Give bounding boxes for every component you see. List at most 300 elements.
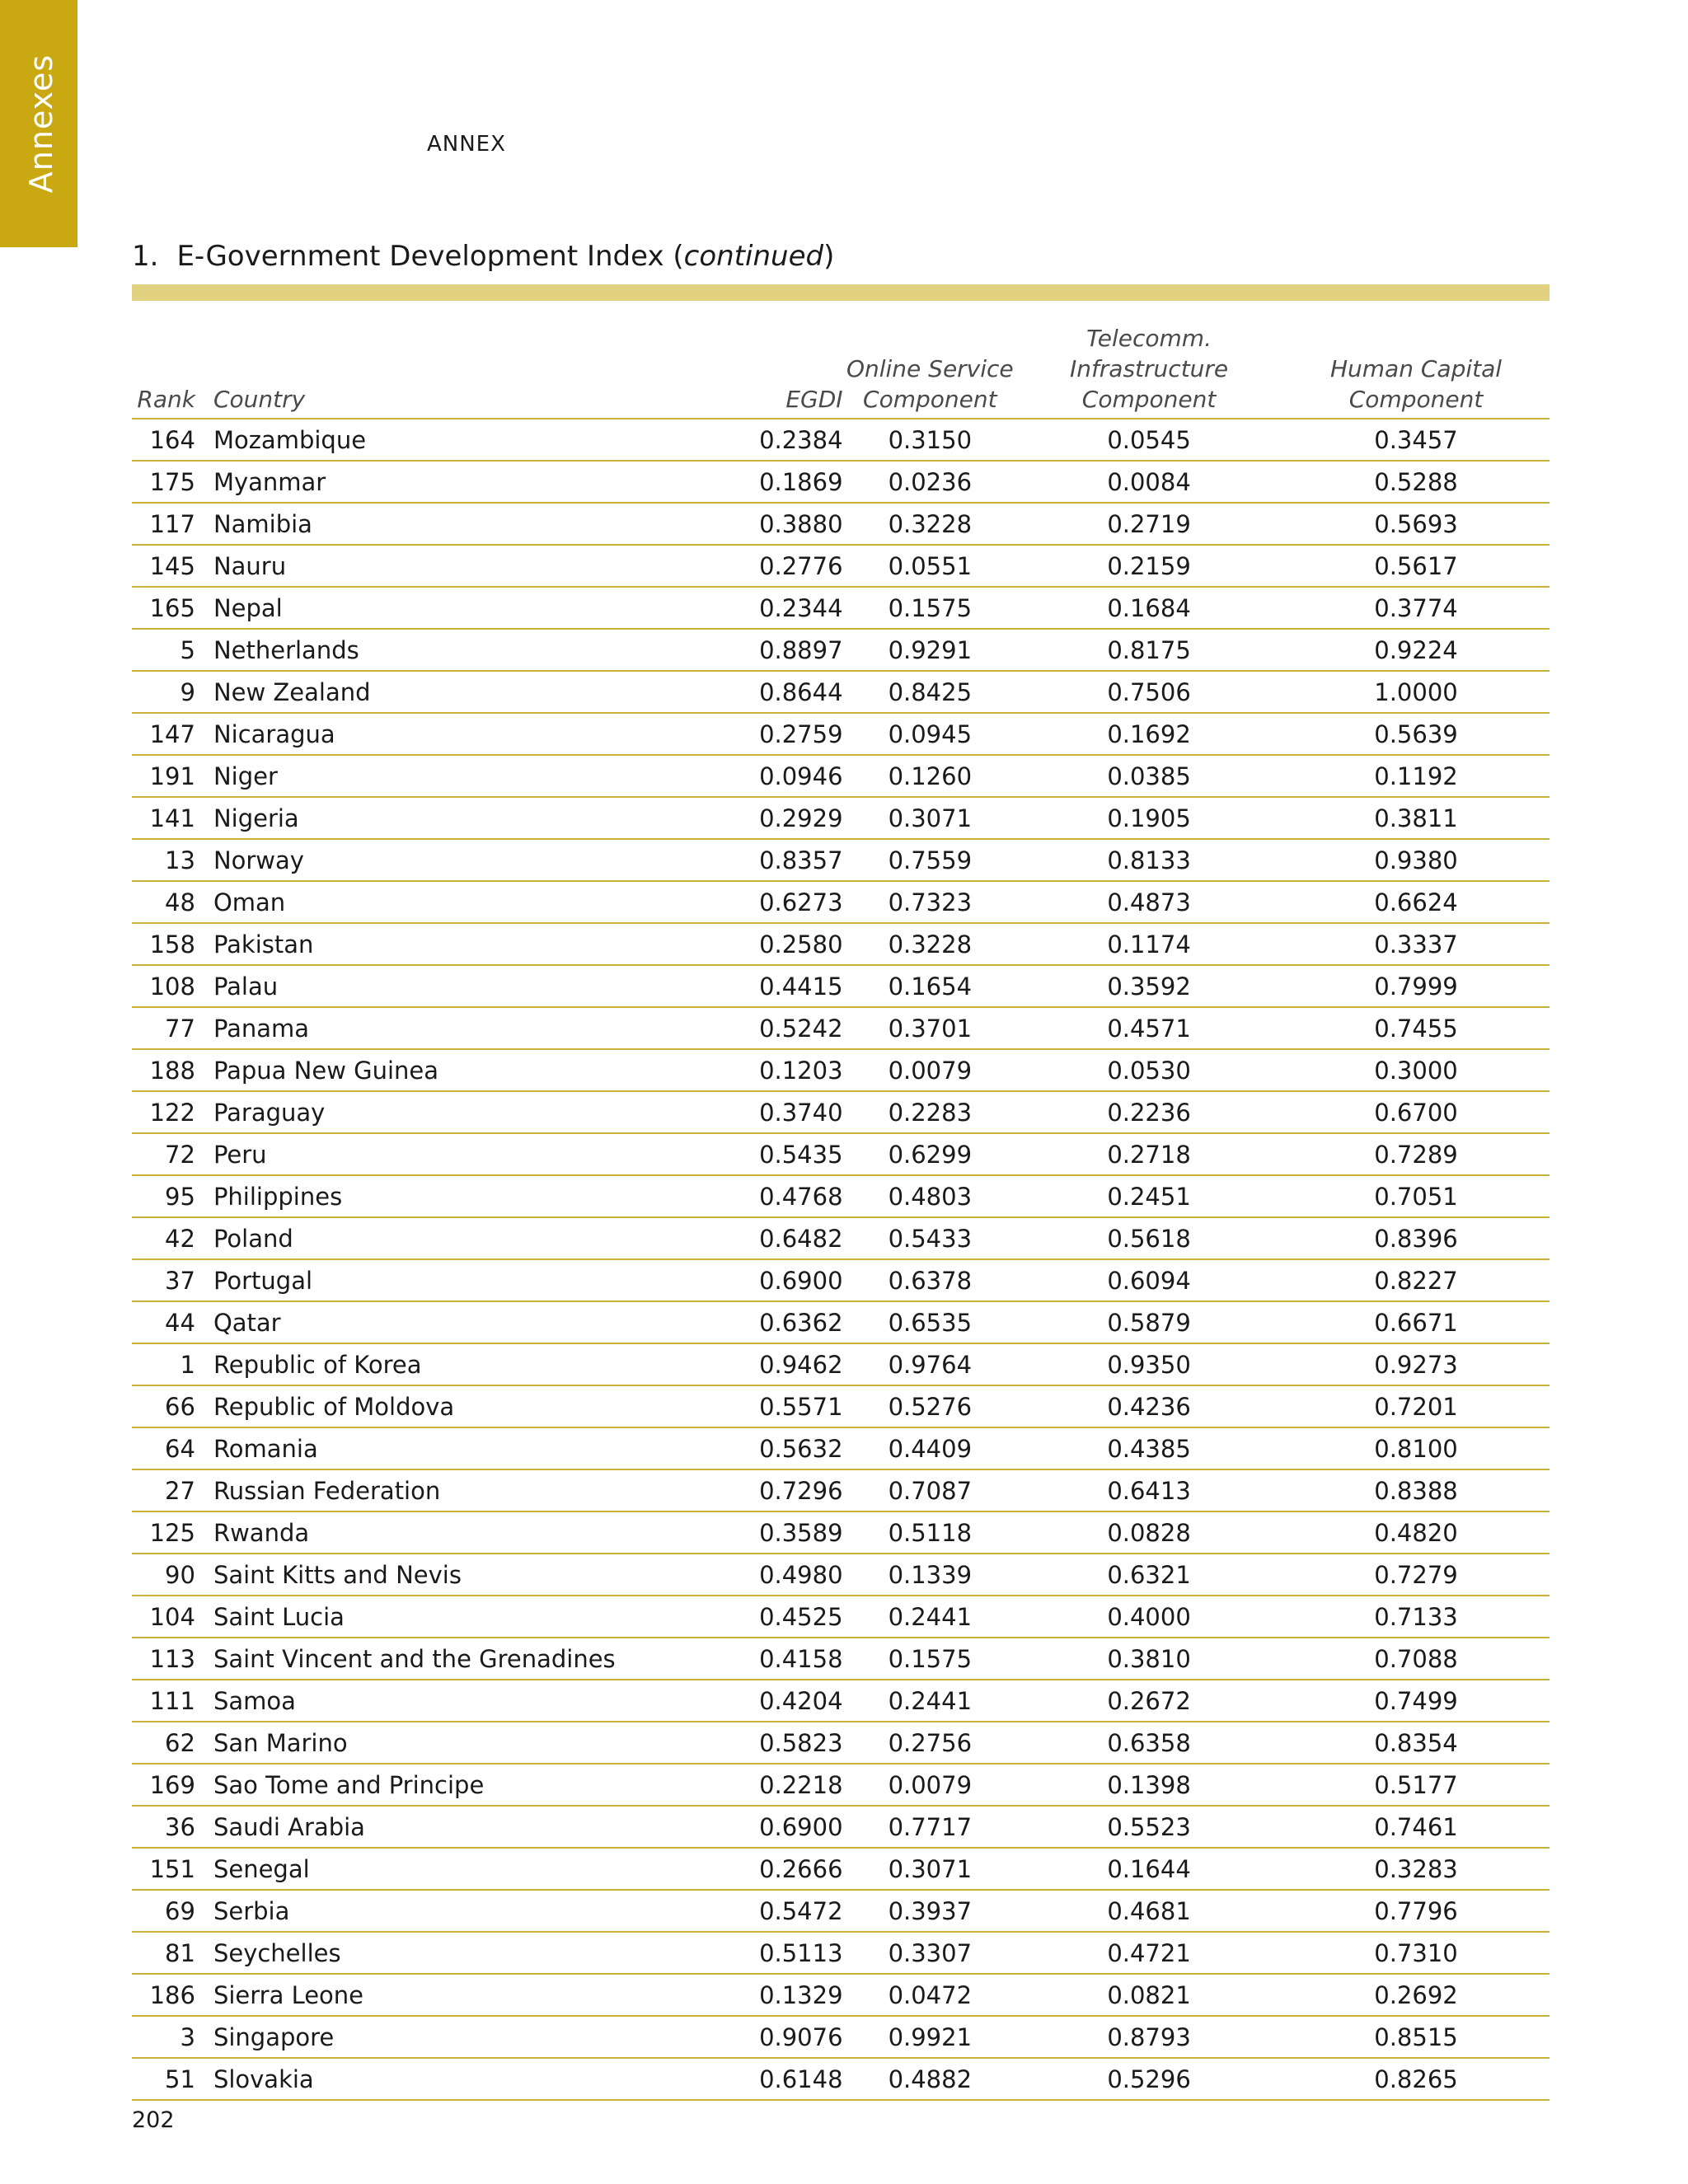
- egdi-cell: 0.4525: [669, 1596, 845, 1638]
- country-cell: Niger: [195, 755, 669, 797]
- rank-cell: 122: [132, 1091, 195, 1133]
- section-title: [132, 240, 834, 273]
- table-row: [132, 545, 1550, 587]
- table-row: [132, 1680, 1550, 1722]
- online-service-cell: 0.3228: [845, 503, 1016, 545]
- egdi-table: [132, 323, 1550, 2101]
- telecom-cell: 0.0821: [1015, 1974, 1282, 2016]
- country-cell: Nicaragua: [195, 713, 669, 755]
- table-row: [132, 503, 1550, 545]
- country-cell: Nepal: [195, 587, 669, 629]
- country-cell: Saint Lucia: [195, 1596, 669, 1638]
- country-cell: Norway: [195, 839, 669, 881]
- egdi-cell: 0.2759: [669, 713, 845, 755]
- human-capital-cell: 0.9273: [1282, 1343, 1550, 1385]
- rank-cell: 66: [132, 1385, 195, 1427]
- table-row: [132, 587, 1550, 629]
- online-service-cell: 0.3071: [845, 1848, 1016, 1890]
- table-row: [132, 1596, 1550, 1638]
- human-capital-cell: 0.5177: [1282, 1764, 1550, 1806]
- country-cell: San Marino: [195, 1722, 669, 1764]
- online-service-cell: 0.1575: [845, 1638, 1016, 1680]
- country-cell: Pakistan: [195, 923, 669, 965]
- country-cell: Panama: [195, 1007, 669, 1049]
- human-capital-cell: 0.6671: [1282, 1301, 1550, 1343]
- table-row: [132, 1469, 1550, 1511]
- egdi-cell: 0.2929: [669, 797, 845, 839]
- table-row: [132, 1974, 1550, 2016]
- online-service-cell: 0.0945: [845, 713, 1016, 755]
- human-capital-cell: 0.3774: [1282, 587, 1550, 629]
- country-cell: Romania: [195, 1427, 669, 1469]
- rank-cell: 51: [132, 2058, 195, 2100]
- telecom-cell: 0.5296: [1015, 2058, 1282, 2100]
- table-row: [132, 1764, 1550, 1806]
- egdi-cell: 0.1203: [669, 1049, 845, 1091]
- country-cell: Myanmar: [195, 461, 669, 503]
- country-cell: Mozambique: [195, 419, 669, 461]
- online-service-cell: 0.8425: [845, 671, 1016, 713]
- table-row: [132, 461, 1550, 503]
- table-row: [132, 1638, 1550, 1680]
- rank-cell: 141: [132, 797, 195, 839]
- rank-cell: 111: [132, 1680, 195, 1722]
- rank-cell: 37: [132, 1259, 195, 1301]
- country-cell: Saint Vincent and the Grenadines: [195, 1638, 669, 1680]
- country-cell: Russian Federation: [195, 1469, 669, 1511]
- rank-cell: 165: [132, 587, 195, 629]
- running-header: ANNEX: [427, 132, 506, 157]
- telecom-cell: 0.5523: [1015, 1806, 1282, 1848]
- online-service-cell: 0.0551: [845, 545, 1016, 587]
- human-capital-cell: 0.7455: [1282, 1007, 1550, 1049]
- header-telecom-line1: Telecomm. Infrastructure: [1069, 325, 1229, 382]
- telecom-cell: 0.8175: [1015, 629, 1282, 671]
- egdi-cell: 0.0946: [669, 755, 845, 797]
- egdi-cell: 0.6900: [669, 1806, 845, 1848]
- human-capital-cell: 0.3283: [1282, 1848, 1550, 1890]
- section-title-end: ): [823, 240, 835, 273]
- online-service-cell: 0.2441: [845, 1596, 1016, 1638]
- human-capital-cell: 1.0000: [1282, 671, 1550, 713]
- human-capital-cell: 0.8515: [1282, 2016, 1550, 2058]
- egdi-cell: 0.8357: [669, 839, 845, 881]
- egdi-cell: 0.5632: [669, 1427, 845, 1469]
- human-capital-cell: 0.3811: [1282, 797, 1550, 839]
- header-human-capital-line2: Component: [1348, 386, 1484, 413]
- telecom-cell: 0.1644: [1015, 1848, 1282, 1890]
- telecom-cell: 0.4721: [1015, 1932, 1282, 1974]
- rank-cell: 77: [132, 1007, 195, 1049]
- country-cell: Nigeria: [195, 797, 669, 839]
- side-tab-label: Annexes: [23, 54, 59, 194]
- human-capital-cell: 0.7133: [1282, 1596, 1550, 1638]
- egdi-cell: 0.6362: [669, 1301, 845, 1343]
- table-row: [132, 1890, 1550, 1932]
- table-row: [132, 1848, 1550, 1890]
- rank-cell: 3: [132, 2016, 195, 2058]
- telecom-cell: 0.8793: [1015, 2016, 1282, 2058]
- rank-cell: 104: [132, 1596, 195, 1638]
- header-online-service-line1: Online Service: [846, 355, 1014, 382]
- human-capital-cell: 0.6624: [1282, 881, 1550, 923]
- human-capital-cell: 0.6700: [1282, 1091, 1550, 1133]
- telecom-cell: 0.3592: [1015, 965, 1282, 1007]
- online-service-cell: 0.9921: [845, 2016, 1016, 2058]
- online-service-cell: 0.2441: [845, 1680, 1016, 1722]
- title-divider-bar: [132, 284, 1550, 301]
- egdi-cell: 0.5472: [669, 1890, 845, 1932]
- online-service-cell: 0.3071: [845, 797, 1016, 839]
- header-online-service-line2: Component: [863, 386, 997, 413]
- human-capital-cell: 0.8265: [1282, 2058, 1550, 2100]
- online-service-cell: 0.3701: [845, 1007, 1016, 1049]
- online-service-cell: 0.3150: [845, 419, 1016, 461]
- telecom-cell: 0.1174: [1015, 923, 1282, 965]
- egdi-cell: 0.3740: [669, 1091, 845, 1133]
- country-cell: Philippines: [195, 1175, 669, 1217]
- telecom-cell: 0.8133: [1015, 839, 1282, 881]
- country-cell: New Zealand: [195, 671, 669, 713]
- telecom-cell: 0.4681: [1015, 1890, 1282, 1932]
- human-capital-cell: 0.8388: [1282, 1469, 1550, 1511]
- telecom-cell: 0.0545: [1015, 419, 1282, 461]
- online-service-cell: 0.0079: [845, 1049, 1016, 1091]
- telecom-cell: 0.5618: [1015, 1217, 1282, 1259]
- egdi-cell: 0.6482: [669, 1217, 845, 1259]
- online-service-cell: 0.6299: [845, 1133, 1016, 1175]
- rank-cell: 62: [132, 1722, 195, 1764]
- table-row: [132, 1385, 1550, 1427]
- telecom-cell: 0.1692: [1015, 713, 1282, 755]
- online-service-cell: 0.7559: [845, 839, 1016, 881]
- online-service-cell: 0.6535: [845, 1301, 1016, 1343]
- table-row: [132, 419, 1550, 461]
- telecom-cell: 0.2719: [1015, 503, 1282, 545]
- country-cell: Singapore: [195, 2016, 669, 2058]
- telecom-cell: 0.2159: [1015, 545, 1282, 587]
- human-capital-cell: 0.7499: [1282, 1680, 1550, 1722]
- country-cell: Papua New Guinea: [195, 1049, 669, 1091]
- header-human-capital-line1: Human Capital: [1329, 355, 1503, 382]
- egdi-cell: 0.5113: [669, 1932, 845, 1974]
- human-capital-cell: 0.7088: [1282, 1638, 1550, 1680]
- telecom-cell: 0.4236: [1015, 1385, 1282, 1427]
- telecom-cell: 0.2236: [1015, 1091, 1282, 1133]
- online-service-cell: 0.1260: [845, 755, 1016, 797]
- header-online-service: [845, 323, 1016, 419]
- telecom-cell: 0.1398: [1015, 1764, 1282, 1806]
- table-row: [132, 839, 1550, 881]
- rank-cell: 42: [132, 1217, 195, 1259]
- rank-cell: 69: [132, 1890, 195, 1932]
- side-tab: [0, 0, 77, 247]
- human-capital-cell: 0.7796: [1282, 1890, 1550, 1932]
- telecom-cell: 0.2451: [1015, 1175, 1282, 1217]
- table-row: [132, 1301, 1550, 1343]
- table-row: [132, 629, 1550, 671]
- online-service-cell: 0.3228: [845, 923, 1016, 965]
- human-capital-cell: 0.7461: [1282, 1806, 1550, 1848]
- egdi-cell: 0.8644: [669, 671, 845, 713]
- online-service-cell: 0.7717: [845, 1806, 1016, 1848]
- telecom-cell: 0.2718: [1015, 1133, 1282, 1175]
- online-service-cell: 0.7087: [845, 1469, 1016, 1511]
- egdi-cell: 0.3880: [669, 503, 845, 545]
- table-row: [132, 1217, 1550, 1259]
- rank-cell: 95: [132, 1175, 195, 1217]
- online-service-cell: 0.4803: [845, 1175, 1016, 1217]
- rank-cell: 191: [132, 755, 195, 797]
- human-capital-cell: 0.5288: [1282, 461, 1550, 503]
- telecom-cell: 0.1905: [1015, 797, 1282, 839]
- country-cell: Palau: [195, 965, 669, 1007]
- telecom-cell: 0.2672: [1015, 1680, 1282, 1722]
- online-service-cell: 0.4409: [845, 1427, 1016, 1469]
- country-cell: Paraguay: [195, 1091, 669, 1133]
- online-service-cell: 0.2283: [845, 1091, 1016, 1133]
- rank-cell: 188: [132, 1049, 195, 1091]
- rank-cell: 117: [132, 503, 195, 545]
- human-capital-cell: 0.8100: [1282, 1427, 1550, 1469]
- table-row: [132, 1259, 1550, 1301]
- egdi-cell: 0.4415: [669, 965, 845, 1007]
- human-capital-cell: 0.8354: [1282, 1722, 1550, 1764]
- human-capital-cell: 0.7999: [1282, 965, 1550, 1007]
- online-service-cell: 0.3937: [845, 1890, 1016, 1932]
- telecom-cell: 0.0084: [1015, 461, 1282, 503]
- egdi-cell: 0.4158: [669, 1638, 845, 1680]
- table-row: [132, 965, 1550, 1007]
- table-row: [132, 1427, 1550, 1469]
- egdi-cell: 0.1869: [669, 461, 845, 503]
- human-capital-cell: 0.9224: [1282, 629, 1550, 671]
- rank-cell: 147: [132, 713, 195, 755]
- country-cell: Netherlands: [195, 629, 669, 671]
- country-cell: Saudi Arabia: [195, 1806, 669, 1848]
- egdi-cell: 0.5242: [669, 1007, 845, 1049]
- rank-cell: 1: [132, 1343, 195, 1385]
- human-capital-cell: 0.8227: [1282, 1259, 1550, 1301]
- egdi-cell: 0.9462: [669, 1343, 845, 1385]
- table-row: [132, 1007, 1550, 1049]
- egdi-cell: 0.3589: [669, 1511, 845, 1554]
- egdi-cell: 0.6900: [669, 1259, 845, 1301]
- human-capital-cell: 0.3337: [1282, 923, 1550, 965]
- human-capital-cell: 0.7279: [1282, 1554, 1550, 1596]
- online-service-cell: 0.9291: [845, 629, 1016, 671]
- rank-cell: 186: [132, 1974, 195, 2016]
- telecom-cell: 0.4873: [1015, 881, 1282, 923]
- human-capital-cell: 0.1192: [1282, 755, 1550, 797]
- table-row: [132, 755, 1550, 797]
- rank-cell: 81: [132, 1932, 195, 1974]
- country-cell: Samoa: [195, 1680, 669, 1722]
- section-title-main: E-Government Development Index (: [176, 240, 684, 273]
- online-service-cell: 0.7323: [845, 881, 1016, 923]
- rank-cell: 9: [132, 671, 195, 713]
- country-cell: Republic of Korea: [195, 1343, 669, 1385]
- online-service-cell: 0.6378: [845, 1259, 1016, 1301]
- human-capital-cell: 0.5693: [1282, 503, 1550, 545]
- telecom-cell: 0.6358: [1015, 1722, 1282, 1764]
- egdi-cell: 0.2580: [669, 923, 845, 965]
- telecom-cell: 0.1684: [1015, 587, 1282, 629]
- human-capital-cell: 0.7201: [1282, 1385, 1550, 1427]
- human-capital-cell: 0.9380: [1282, 839, 1550, 881]
- table-row: [132, 1932, 1550, 1974]
- rank-cell: 169: [132, 1764, 195, 1806]
- online-service-cell: 0.5433: [845, 1217, 1016, 1259]
- rank-cell: 145: [132, 545, 195, 587]
- rank-cell: 44: [132, 1301, 195, 1343]
- table-header-row: [132, 323, 1550, 419]
- telecom-cell: 0.4000: [1015, 1596, 1282, 1638]
- rank-cell: 72: [132, 1133, 195, 1175]
- country-cell: Seychelles: [195, 1932, 669, 1974]
- rank-cell: 36: [132, 1806, 195, 1848]
- table-row: [132, 671, 1550, 713]
- human-capital-cell: 0.2692: [1282, 1974, 1550, 2016]
- table-row: [132, 1091, 1550, 1133]
- egdi-cell: 0.4980: [669, 1554, 845, 1596]
- telecom-cell: 0.0530: [1015, 1049, 1282, 1091]
- rank-cell: 13: [132, 839, 195, 881]
- country-cell: Nauru: [195, 545, 669, 587]
- rank-cell: 113: [132, 1638, 195, 1680]
- egdi-cell: 0.9076: [669, 2016, 845, 2058]
- human-capital-cell: 0.7310: [1282, 1932, 1550, 1974]
- telecom-cell: 0.9350: [1015, 1343, 1282, 1385]
- header-human-capital: [1282, 323, 1550, 419]
- telecom-cell: 0.3810: [1015, 1638, 1282, 1680]
- section-title-italic: continued: [683, 240, 824, 273]
- egdi-cell: 0.6148: [669, 2058, 845, 2100]
- rank-cell: 5: [132, 629, 195, 671]
- country-cell: Serbia: [195, 1890, 669, 1932]
- table-row: [132, 1175, 1550, 1217]
- rank-cell: 175: [132, 461, 195, 503]
- egdi-cell: 0.5823: [669, 1722, 845, 1764]
- header-egdi: EGDI: [669, 323, 845, 419]
- table-row: [132, 1511, 1550, 1554]
- human-capital-cell: 0.7289: [1282, 1133, 1550, 1175]
- human-capital-cell: 0.5617: [1282, 545, 1550, 587]
- country-cell: Saint Kitts and Nevis: [195, 1554, 669, 1596]
- table-row: [132, 2058, 1550, 2100]
- egdi-cell: 0.5435: [669, 1133, 845, 1175]
- country-cell: Qatar: [195, 1301, 669, 1343]
- human-capital-cell: 0.7051: [1282, 1175, 1550, 1217]
- country-cell: Namibia: [195, 503, 669, 545]
- egdi-cell: 0.2776: [669, 545, 845, 587]
- country-cell: Peru: [195, 1133, 669, 1175]
- online-service-cell: 0.1575: [845, 587, 1016, 629]
- table-row: [132, 1554, 1550, 1596]
- human-capital-cell: 0.3457: [1282, 419, 1550, 461]
- telecom-cell: 0.7506: [1015, 671, 1282, 713]
- page-number: 202: [132, 2107, 175, 2133]
- country-cell: Republic of Moldova: [195, 1385, 669, 1427]
- telecom-cell: 0.5879: [1015, 1301, 1282, 1343]
- table-row: [132, 713, 1550, 755]
- country-cell: Rwanda: [195, 1511, 669, 1554]
- header-country: Country: [195, 323, 669, 419]
- online-service-cell: 0.1654: [845, 965, 1016, 1007]
- telecom-cell: 0.0385: [1015, 755, 1282, 797]
- country-cell: Slovakia: [195, 2058, 669, 2100]
- egdi-cell: 0.8897: [669, 629, 845, 671]
- online-service-cell: 0.4882: [845, 2058, 1016, 2100]
- online-service-cell: 0.5118: [845, 1511, 1016, 1554]
- online-service-cell: 0.2756: [845, 1722, 1016, 1764]
- rank-cell: 151: [132, 1848, 195, 1890]
- rank-cell: 158: [132, 923, 195, 965]
- table-row: [132, 2016, 1550, 2058]
- rank-cell: 90: [132, 1554, 195, 1596]
- rank-cell: 125: [132, 1511, 195, 1554]
- country-cell: Sao Tome and Principe: [195, 1764, 669, 1806]
- egdi-cell: 0.2666: [669, 1848, 845, 1890]
- country-cell: Oman: [195, 881, 669, 923]
- egdi-cell: 0.4768: [669, 1175, 845, 1217]
- table-row: [132, 1806, 1550, 1848]
- human-capital-cell: 0.5639: [1282, 713, 1550, 755]
- telecom-cell: 0.4571: [1015, 1007, 1282, 1049]
- rank-cell: 27: [132, 1469, 195, 1511]
- header-telecom-line2: Component: [1081, 386, 1217, 413]
- online-service-cell: 0.3307: [845, 1932, 1016, 1974]
- online-service-cell: 0.0079: [845, 1764, 1016, 1806]
- online-service-cell: 0.9764: [845, 1343, 1016, 1385]
- human-capital-cell: 0.3000: [1282, 1049, 1550, 1091]
- table-row: [132, 1049, 1550, 1091]
- country-cell: Poland: [195, 1217, 669, 1259]
- egdi-cell: 0.1329: [669, 1974, 845, 2016]
- country-cell: Sierra Leone: [195, 1974, 669, 2016]
- egdi-cell: 0.2384: [669, 419, 845, 461]
- telecom-cell: 0.6413: [1015, 1469, 1282, 1511]
- human-capital-cell: 0.4820: [1282, 1511, 1550, 1554]
- telecom-cell: 0.6094: [1015, 1259, 1282, 1301]
- egdi-cell: 0.2344: [669, 587, 845, 629]
- country-cell: Senegal: [195, 1848, 669, 1890]
- table-body: [132, 419, 1550, 2100]
- egdi-cell: 0.2218: [669, 1764, 845, 1806]
- egdi-cell: 0.4204: [669, 1680, 845, 1722]
- egdi-cell: 0.7296: [669, 1469, 845, 1511]
- table-row: [132, 923, 1550, 965]
- table-row: [132, 1133, 1550, 1175]
- human-capital-cell: 0.8396: [1282, 1217, 1550, 1259]
- section-number: 1.: [132, 240, 159, 273]
- egdi-cell: 0.5571: [669, 1385, 845, 1427]
- rank-cell: 108: [132, 965, 195, 1007]
- table-row: [132, 797, 1550, 839]
- table-row: [132, 881, 1550, 923]
- online-service-cell: 0.5276: [845, 1385, 1016, 1427]
- telecom-cell: 0.0828: [1015, 1511, 1282, 1554]
- online-service-cell: 0.0472: [845, 1974, 1016, 2016]
- rank-cell: 164: [132, 419, 195, 461]
- header-rank: Rank: [132, 323, 195, 419]
- online-service-cell: 0.0236: [845, 461, 1016, 503]
- online-service-cell: 0.1339: [845, 1554, 1016, 1596]
- header-telecom: [1015, 323, 1282, 419]
- egdi-cell: 0.6273: [669, 881, 845, 923]
- rank-cell: 48: [132, 881, 195, 923]
- telecom-cell: 0.4385: [1015, 1427, 1282, 1469]
